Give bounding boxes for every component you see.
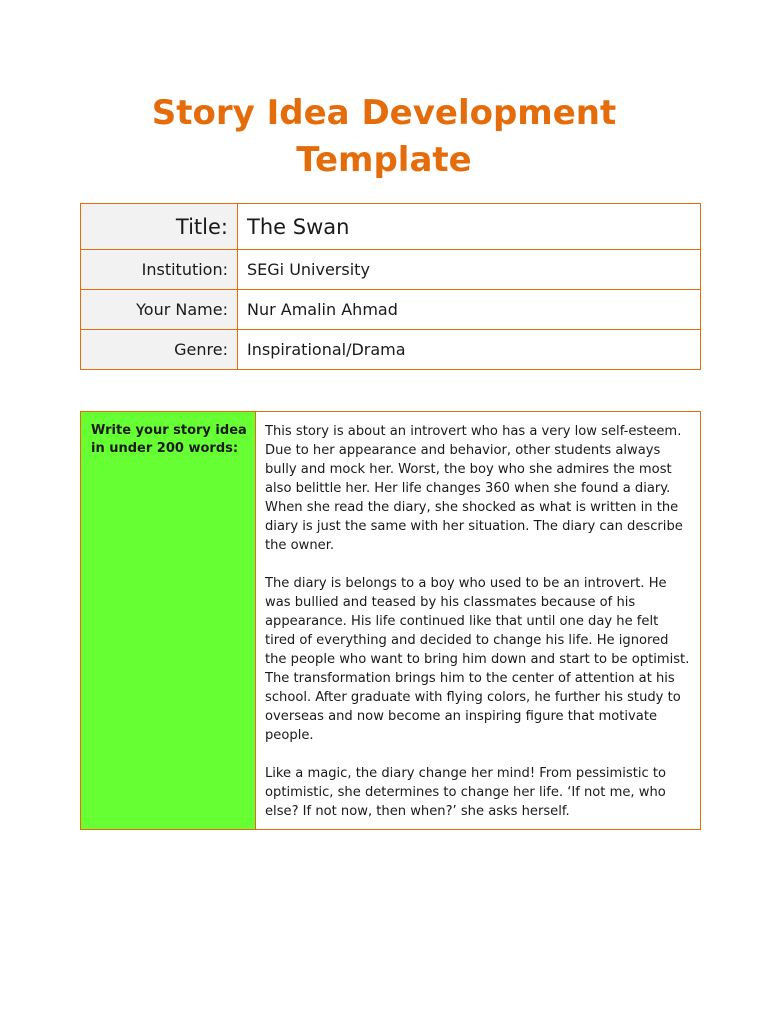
info-row-genre bbox=[81, 330, 701, 370]
name-label: Your Name: bbox=[81, 290, 238, 330]
story-paragraph-1: This story is about an introvert who has a very low self-esteem. Due to her appearance and behavior, other students always bully and mock her. Worst, the boy who she admires the most also belittle her. Her life changes 360 when she found a diary. When she read the diary, she shocked as what is written in the diary is just the same with her situation. The diary can describe the owner. bbox=[265, 424, 683, 553]
institution-value: SEGi University bbox=[238, 250, 701, 290]
title-label: Title: bbox=[81, 204, 238, 250]
story-prompt: Write your story idea in under 200 words: bbox=[81, 412, 256, 830]
info-row-title bbox=[81, 204, 701, 250]
name-value: Nur Amalin Ahmad bbox=[238, 290, 701, 330]
document-title-line-1: Story Idea Development bbox=[151, 93, 617, 133]
story-paragraph-3: Like a magic, the diary change her mind! From pessimistic to optimistic, she determines to change her life. ‘If not me, who else? If not now, then when?’ she asks herself. bbox=[265, 766, 667, 819]
document-title bbox=[0, 90, 768, 184]
story-paragraph-2: The diary is belongs to a boy who used to be an introvert. He was bullied and teased by his classmates because of his appearance. His life continued like that until one day he felt tired of everything and decided to change his life. He ignored the people who want to bring him down and start to be optimist. The transformation brings him to the center of attention at his school. After graduate with flying colors, he further his study to overseas and now become an inspiring figure that motivate people. bbox=[265, 576, 690, 743]
genre-value: Inspirational/Drama bbox=[238, 330, 701, 370]
story-body bbox=[256, 412, 701, 830]
institution-label: Institution: bbox=[81, 250, 238, 290]
info-row-institution bbox=[81, 250, 701, 290]
story-info-table bbox=[80, 203, 701, 370]
story-idea-row bbox=[81, 412, 701, 830]
genre-label: Genre: bbox=[81, 330, 238, 370]
info-row-name bbox=[81, 290, 701, 330]
document-title-line-2: Template bbox=[296, 140, 472, 180]
title-value: The Swan bbox=[238, 204, 701, 250]
story-idea-table bbox=[80, 411, 701, 830]
